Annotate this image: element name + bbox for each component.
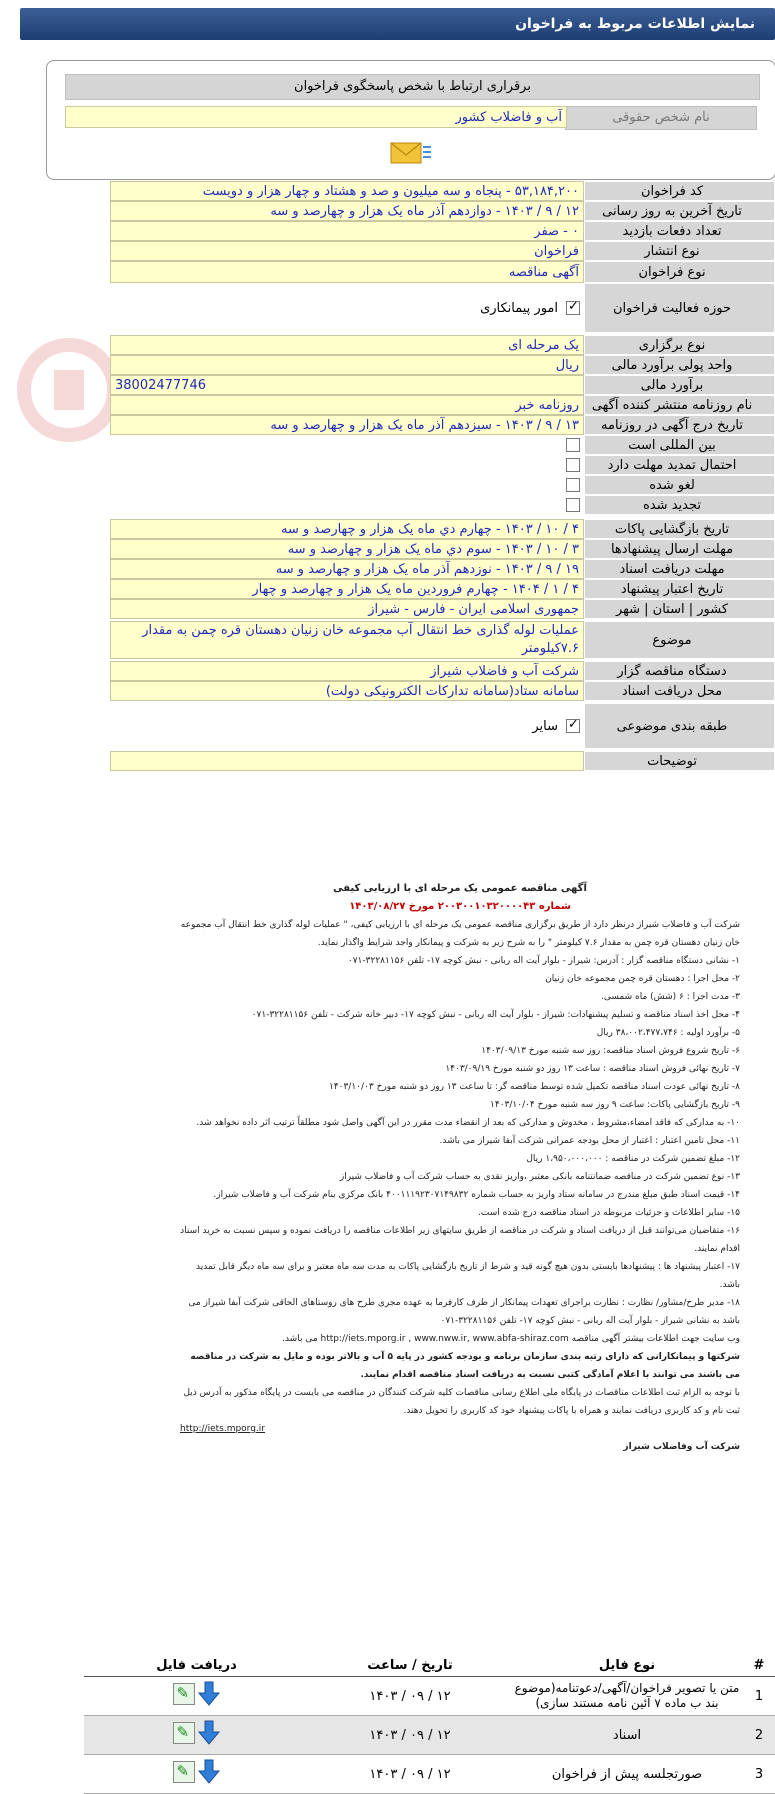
subject-value: عملیات لوله گذاری خط انتقال آب مجموعه خان زنیان دهستان قره چمن به مقدار ۷.۶کیلومتر (110, 621, 584, 659)
subject-label: موضوع (584, 621, 775, 659)
send-value: ۳ / ۱۰ / ۱۴۰۳ - سوم دي ماه یک هزار و چهارصد و سه (110, 539, 584, 559)
location-label: کشور | استان | شهر (584, 599, 775, 619)
activity-text: امور پیمانکاری (480, 300, 558, 316)
doc-line: ۹- تاریخ بازگشایی پاکات: ساعت ۹ روز سه شنبه مورخ ۱۴۰۳/۱۰/۰۴ (490, 1100, 740, 1110)
row-currency (110, 355, 775, 375)
holding-label: نوع برگزاری (584, 335, 775, 355)
mail-icon[interactable] (387, 137, 433, 171)
row-renew (110, 495, 775, 515)
newspaper-label: نام روزنامه منتشر کننده آگهی (584, 395, 775, 415)
row-visits (110, 221, 775, 241)
desc-value (110, 751, 584, 771)
row-num: 1 (743, 1677, 775, 1716)
category-checkbox[interactable] (566, 719, 580, 733)
col-type: نوع فایل (511, 1654, 743, 1677)
category-value (110, 703, 584, 749)
contact-label: نام شخص حقوقی (565, 106, 757, 130)
row-type: اسناد (511, 1716, 743, 1755)
doc-line: ۱۵- سایر اطلاعات و جزئیات مربوطه در اسناد مناقصه درج شده است. (478, 1208, 740, 1218)
row-location (110, 599, 775, 619)
row-lastupdate (110, 201, 775, 221)
row-date: ۱۲ / ۰۹ / ۱۴۰۳ (309, 1755, 511, 1794)
doc-line: وب سایت جهت اطلاعات بیشتر آگهی مناقصه http://iets.mporg.ir , www.nww.ir, www.abfa-shiraz.com می باشد. (282, 1334, 740, 1344)
visits-value: ۰ - صفر (110, 221, 584, 241)
row-download (84, 1716, 309, 1755)
doc-line: با توجه به الزام ثبت اطلاعات مناقصات در پایگاه ملی اطلاع رسانی مناقصات کلیه شرکت کنندگان در مناقصه می بایست در پایگاه مذکور به آدرس ذیل ثبت نام و کد کاربری دریافت نمایند و همراه با پاکات پیشنهاد خود کد کاربری را تحویل دهند. (183, 1388, 740, 1416)
currency-label: واحد پولی برآورد مالی (584, 355, 775, 375)
intl-checkbox[interactable] (566, 438, 580, 452)
valid-value: ۴ / ۱ / ۱۴۰۴ - چهارم فروردین ماه یک هزار و چهارصد و چهار (110, 579, 584, 599)
doc-line: ۱۷- اعتبار پیشنهاد ها : پیشنهادها بایستی بدون هیچ گونه قید و شرط از تاریخ بازگشایی پاکات به مدت سه ماه معتبر و برای سه ماه دیگر قابل تمدید باشد. (196, 1262, 740, 1290)
col-num: # (743, 1654, 775, 1677)
doc-line: ۲- محل اجرا : دهستان قره چمن مجموعه خان زنیان (545, 974, 740, 984)
send-label: مهلت ارسال پیشنهادها (584, 539, 775, 559)
activity-label: حوزه فعالیت فراخوان (584, 283, 775, 333)
row-download (84, 1755, 309, 1794)
pubtype-value: فراخوان (110, 241, 584, 261)
doc-line: ۱۸- مدیر طرح/مشاور/ نظارت : نظارت براجرای تعهدات پیمانکار از طرف کارفرما به عهده مجری طرح های روستاهای الحاقی شرکت آبفا شیراز می باشد به نشانی شیراز - بلوار آیت اله ربانی - نبش کوچه ۱۷- تلفن ۳۲۲۸۱۱۵۶-۰۷۱ (188, 1298, 740, 1326)
paperdate-label: تاریخ درج آگهی در روزنامه (584, 415, 775, 435)
calltype-value: آگهی مناقصه (110, 261, 584, 283)
row-date: ۱۲ / ۰۹ / ۱۴۰۳ (309, 1677, 511, 1716)
doc-line: ۳- مدت اجرا : ۶ (شش) ماه شمسی. (600, 992, 740, 1002)
row-num: 2 (743, 1716, 775, 1755)
lastupdate-label: تاریخ آخرین به روز رسانی (584, 201, 775, 221)
row-cancel (110, 475, 775, 495)
row-code (110, 181, 775, 201)
doc-number: شماره ۲۰۰۳۰۰۱۰۳۲۰۰۰۰۴۳ مورخ ۱۴۰۳/۰۸/۲۷ (349, 901, 571, 912)
doc-signature: شرکت آب وفاضلاب شیراز (623, 1442, 740, 1452)
category-label: طبقه بندی موضوعی (584, 703, 775, 749)
row-num: 3 (743, 1755, 775, 1794)
row-newspaper (110, 395, 775, 415)
code-label: کد فراخوان (584, 181, 775, 201)
col-date: تاریخ / ساعت (309, 1654, 511, 1677)
row-paperdate (110, 415, 775, 435)
cancel-value (110, 475, 584, 495)
renew-label: تجدید شده (584, 495, 775, 515)
row-valid (110, 579, 775, 599)
estimate-value: 38002477746 (110, 375, 584, 395)
files-table (84, 1654, 775, 1794)
doc-line: ۱۱- محل تامین اعتبار : اعتبار از محل بودجه عمرانی شرکت آبفا شیراز می باشد. (439, 1136, 740, 1146)
doc-line: ۷- تاریخ نهائی فروش اسناد مناقصه : ساعت ۱۳ روز دو شنبه مورخ ۱۴۰۳/۰۹/۱۹ (445, 1064, 740, 1074)
row-type: متن یا تصویر فراخوان/آگهی/دعوتنامه(موضوع بند ب ماده ۷ آئین نامه مستند سازی) (511, 1677, 743, 1716)
page-title: نمایش اطلاعات مربوط به فراخوان (515, 16, 755, 32)
row-date: ۱۲ / ۰۹ / ۱۴۰۳ (309, 1716, 511, 1755)
currency-value: ریال (110, 355, 584, 375)
doc-link[interactable]: http://iets.mporg.ir (180, 1424, 265, 1434)
contact-title: برقراری ارتباط با شخص پاسخگوی فراخوان (65, 74, 760, 100)
org-value: شرکت آب و فاضلاب شیراز (110, 661, 584, 681)
row-extend (110, 455, 775, 475)
extend-label: احتمال تمدید مهلت دارد (584, 455, 775, 475)
row-send (110, 539, 775, 559)
lastupdate-value: ۱۲ / ۹ / ۱۴۰۳ - دوازدهم آذر ماه یک هزار و چهارصد و سه (110, 201, 584, 221)
doc-line: ۴- محل اخذ اسناد مناقصه و تسلیم پیشنهادات: شیراز - بلوار آیت اله ربانی - نبش کوچه ۱۷- دبیر خانه شرکت - تلفن ۳۲۲۸۱۱۵۶-۰۷۱ (251, 1010, 740, 1020)
contact-value: آب و فاضلاب کشور (65, 106, 567, 128)
docplace-label: محل دریافت اسناد (584, 681, 775, 701)
table-row (84, 1755, 775, 1794)
row-desc (110, 751, 775, 771)
doc-line: ۱۴- قیمت اسناد طبق مبلغ مندرج در سامانه ستاد واریز به حساب شماره ۴۰۰۱۱۱۹۲۳۰۷۱۴۹۸۳۲ بانک مرکزی بنام شرکت آب و فاضلاب شیراز. (213, 1190, 740, 1200)
download-arrow-icon[interactable] (197, 1681, 221, 1707)
visits-label: تعداد دفعات بازدید (584, 221, 775, 241)
paperdate-value: ۱۳ / ۹ / ۱۴۰۳ - سیزدهم آذر ماه یک هزار و چهارصد و سه (110, 415, 584, 435)
row-intl (110, 435, 775, 455)
receive-label: مهلت دریافت اسناد (584, 559, 775, 579)
intl-label: بین المللی است (584, 435, 775, 455)
doc-line: شرکتها و پیمانکارانی که دارای رتبه بندی سازمان برنامه و بودجه کشور در پایه ۵ آب و بالاتر بوده و مایل به شرکت در مناقصه می باشند می توانند با اعلام آمادگی کتبی نسبت به دریافت اسناد مناقصه اقدام نمایند. (190, 1352, 740, 1380)
estimate-label: برآورد مالی (584, 375, 775, 395)
table-row (84, 1716, 775, 1755)
category-text: سایر (532, 718, 558, 734)
col-download: دریافت فایل (84, 1654, 309, 1677)
renew-value (110, 495, 584, 515)
doc-line: شرکت آب و فاضلاب شیراز درنظر دارد از طریق برگزاری مناقصه عمومی یک مرحله ای با ارزیابی کیفی، " عملیات لوله گذاری خط انتقال آب مجموعه خان زنیان دهستان قره چمن به مقدار ۷.۶ کیلومتر " را به شرح زیر به شرکت و پیمانکار واجد شرایط واگذار نماید. (180, 920, 740, 948)
newspaper-value: روزنامه خبر (110, 395, 584, 415)
cancel-checkbox[interactable] (566, 478, 580, 492)
activity-value (110, 283, 584, 333)
download-arrow-icon[interactable] (197, 1759, 221, 1785)
open-value: ۴ / ۱۰ / ۱۴۰۳ - چهارم دي ماه یک هزار و چهارصد و سه (110, 519, 584, 539)
row-estimate (110, 375, 775, 395)
contact-panel (46, 60, 775, 180)
doc-line: ۱۰- به مدارکی که فاقد امضاء،مشروط ، مخدوش و مدارکی که بعد از انقضاء مدت مقرر در این آگهی واصل شود مطلقاً ترتیب اثر داده نخواهد شد. (196, 1118, 740, 1128)
doc-line: ۱۲- مبلغ تضمین شرکت در مناقصه : ۱،۹۵۰،۰۰۰،۰۰۰ ریال (526, 1154, 740, 1164)
doc-line: ۱۳- نوع تضمین شرکت در مناقصه ضمانتنامه بانکی معتبر ،واریز نقدی به حساب شرکت آب و فاضلاب شیراز (339, 1172, 740, 1182)
valid-label: تاریخ اعتبار پیشنهاد (584, 579, 775, 599)
row-receive (110, 559, 775, 579)
edit-icon[interactable] (173, 1722, 195, 1744)
location-value: جمهوری اسلامی ایران - فارس - شیراز (110, 599, 584, 619)
doc-line: ۱- نشانی دستگاه مناقصه گزار : آدرس: شیراز - بلوار آیت اله ربانی - نبش کوچه ۱۷- تلفن ۳۲۲۸۱۱۵۶-۰۷۱ (347, 956, 740, 966)
holding-value: یک مرحله ای (110, 335, 584, 355)
doc-line: ۶- تاریخ شروع فروش اسناد مناقصه: روز سه شنبه مورخ ۱۴۰۳/۰۹/۱۳ (481, 1046, 740, 1056)
row-download (84, 1677, 309, 1716)
intl-value (110, 435, 584, 455)
download-arrow-icon[interactable] (197, 1720, 221, 1746)
row-category (110, 703, 775, 749)
page-header (20, 8, 775, 40)
doc-title: آگهی مناقصه عمومی یک مرحله ای با ارزیابی کیفی (333, 883, 587, 894)
table-row (84, 1677, 775, 1716)
edit-icon[interactable] (173, 1761, 195, 1783)
row-type: صورتجلسه پیش از فراخوان (511, 1755, 743, 1794)
row-holding (110, 335, 775, 355)
activity-checkbox[interactable] (566, 301, 580, 315)
renew-checkbox[interactable] (566, 498, 580, 512)
notice-document-image (180, 880, 740, 1456)
doc-line: ۵- برآورد اولیه : ۳۸،۰۰۲،۴۷۷،۷۴۶ ریال (596, 1028, 740, 1038)
doc-line: ۱۶- متقاضیان می‌توانند قبل از دریافت اسناد و شرکت در مناقصه از طریق سایتهای زیر اطلاعات مناقصه را دریافت نموده و سپس نسبت به خرید اسناد اقدام نمایند. (180, 1226, 740, 1254)
extend-value (110, 455, 584, 475)
cancel-label: لغو شده (584, 475, 775, 495)
extend-checkbox[interactable] (566, 458, 580, 472)
pubtype-label: نوع انتشار (584, 241, 775, 261)
row-subject (110, 621, 775, 659)
receive-value: ۱۹ / ۹ / ۱۴۰۳ - نوزدهم آذر ماه یک هزار و چهارصد و سه (110, 559, 584, 579)
row-open (110, 519, 775, 539)
row-activity (110, 283, 775, 333)
doc-line: ۸- تاریخ نهائی عودت اسناد مناقصه تکمیل شده توسط مناقصه گر: تا ساعت ۱۳ روز دو شنبه مورخ ۱۴۰۳/۱۰/۰۳ (328, 1082, 740, 1092)
row-calltype (110, 261, 775, 283)
row-pubtype (110, 241, 775, 261)
row-org (110, 661, 775, 681)
desc-label: توضیحات (584, 751, 775, 771)
edit-icon[interactable] (173, 1683, 195, 1705)
org-label: دستگاه مناقصه گزار (584, 661, 775, 681)
calltype-label: نوع فراخوان (584, 261, 775, 283)
code-value: ۵۳,۱۸۴,۲۰۰ - پنجاه و سه میلیون و صد و هشتاد و چهار هزار و دویست (110, 181, 584, 201)
open-label: تاریخ بازگشایی پاکات (584, 519, 775, 539)
row-docplace (110, 681, 775, 701)
docplace-value: سامانه ستاد(سامانه تدارکات الکترونیکی دولت) (110, 681, 584, 701)
